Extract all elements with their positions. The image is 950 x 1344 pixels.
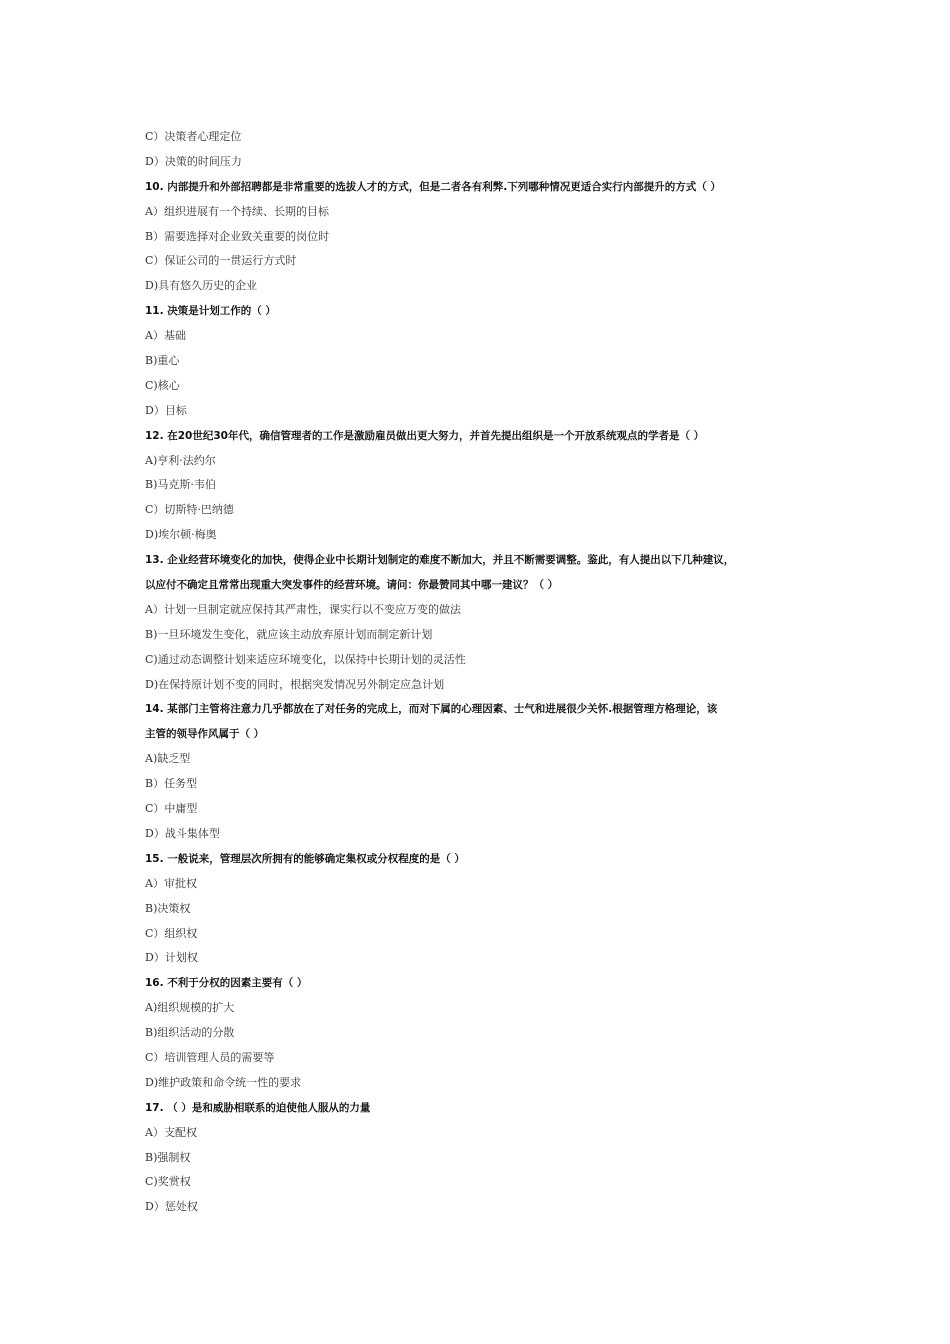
answer-option: D）决策的时间压力 <box>145 154 242 168</box>
answer-option: B)决策权 <box>145 901 191 915</box>
answer-option: C)通过动态调整计划来适应环境变化，以保持中长期计划的灵活性 <box>145 652 466 666</box>
answer-option: C）组织权 <box>145 926 198 940</box>
answer-option: A）计划一旦制定就应保持其严肃性，课实行以不变应万变的做法 <box>145 602 461 616</box>
answer-option: D）惩处权 <box>145 1200 198 1214</box>
answer-option: D)具有悠久历史的企业 <box>145 279 258 293</box>
answer-option: B）需要选择对企业致关重要的岗位时 <box>145 229 330 243</box>
answer-option: B)组织活动的分散 <box>145 1026 235 1040</box>
answer-option: B)马克斯·韦伯 <box>145 478 216 492</box>
answer-option: C）决策者心理定位 <box>145 130 242 143</box>
answer-option: C)奖赏权 <box>145 1175 191 1189</box>
answer-option: D)埃尔顿·梅奥 <box>145 528 217 542</box>
question-text: 14. 某部门主管将注意力几乎都放在了对任务的完成上，而对下属的心理因素、士气和进展很少关怀.根据管理方格理论，该 <box>145 703 718 716</box>
answer-option: C)核心 <box>145 378 180 392</box>
answer-option: B）任务型 <box>145 777 198 791</box>
answer-option: B)一旦环境发生变化，就应该主动放弃原计划而制定新计划 <box>145 627 433 641</box>
question-text: 17. （ ）是和威胁相联系的迫使他人服从的力量 <box>145 1101 371 1114</box>
question-text: 13. 企业经营环境变化的加快，使得企业中长期计划制定的难度不断加大，并且不断需要调整。鉴此，有人提出以下几种建议， <box>145 554 735 567</box>
question-text: 以应付不确定且常常出现重大突发事件的经营环境。请问：你最赞同其中哪一建议？（ ） <box>145 579 559 592</box>
answer-option: D)在保持原计划不变的同时，根据突发情况另外制定应急计划 <box>145 677 445 691</box>
answer-option: A)亨利·法约尔 <box>145 453 216 467</box>
answer-option: D）计划权 <box>145 951 198 965</box>
answer-option: A)缺乏型 <box>145 752 191 766</box>
answer-option: D）目标 <box>145 403 187 417</box>
question-text: 主管的领导作风属于（ ） <box>145 728 265 741</box>
answer-option: B)重心 <box>145 354 180 368</box>
answer-option: A）审批权 <box>145 876 197 890</box>
question-text: 11. 决策是计划工作的（ ） <box>145 305 276 318</box>
question-text: 12. 在20世纪30年代，确信管理者的工作是激励雇员做出更大努力，并首先提出组织是一个开放系统观点的学者是（ ） <box>145 429 705 442</box>
answer-option: A）组织进展有一个持续、长期的目标 <box>145 204 329 218</box>
answer-option: D)维护政策和命令统一性的要求 <box>145 1075 302 1089</box>
answer-option: A）支配权 <box>145 1125 197 1139</box>
document-page <box>145 125 815 1220</box>
question-text: 15. 一般说来，管理层次所拥有的能够确定集权或分权程度的是（ ） <box>145 852 465 865</box>
answer-option: D）战斗集体型 <box>145 826 220 840</box>
question-text: 10. 内部提升和外部招聘都是非常重要的选拔人才的方式，但是二者各有利弊.下列哪种情况更适合实行内部提升的方式（ ） <box>145 180 721 193</box>
answer-option: C）中庸型 <box>145 802 198 816</box>
answer-option: B)强制权 <box>145 1150 191 1164</box>
answer-option: C）切斯特·巴纳德 <box>145 503 234 517</box>
answer-option: C）保证公司的一贯运行方式时 <box>145 254 297 268</box>
question-text: 16. 不利于分权的因素主要有（ ） <box>145 977 308 990</box>
answer-option: A)组织规模的扩大 <box>145 1001 235 1015</box>
answer-option: C）培训管理人员的需要等 <box>145 1050 275 1064</box>
answer-option: A）基础 <box>145 329 186 343</box>
